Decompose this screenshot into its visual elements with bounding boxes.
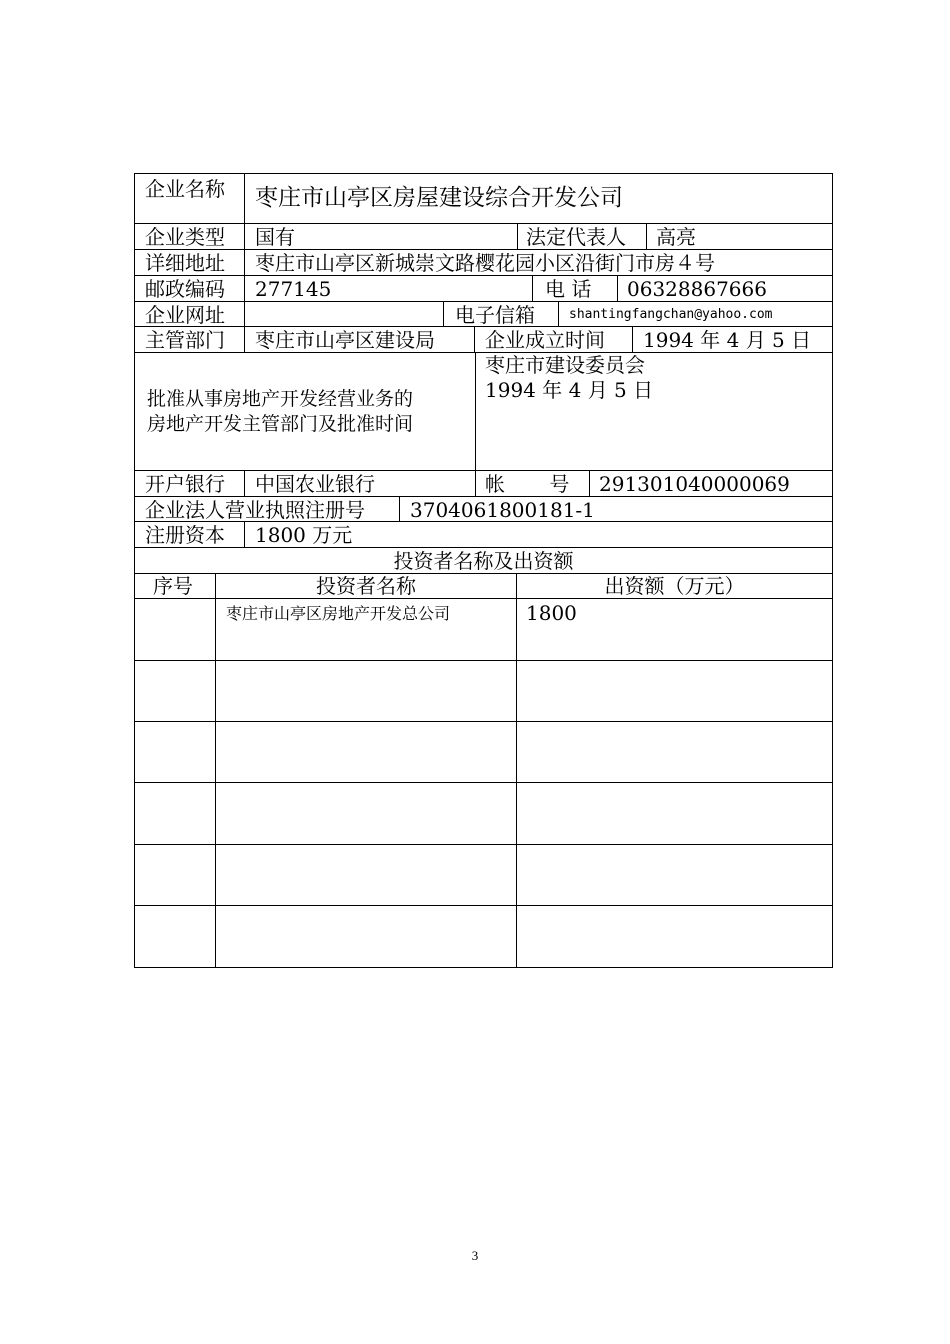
company-name: 枣庄市山亭区房屋建设综合开发公司 <box>255 185 623 211</box>
license-cell <box>399 496 833 522</box>
col-name-header <box>215 573 517 599</box>
table-row-seq <box>134 598 216 661</box>
legal-rep-label-cell <box>517 223 647 250</box>
address-cell <box>244 249 833 276</box>
table-row-amount <box>516 905 833 968</box>
capital-label: 注册资本 <box>145 523 225 547</box>
col-amount-label: 出资额（万元） <box>604 574 745 598</box>
authority-label: 主管部门 <box>145 328 225 352</box>
website-label: 企业网址 <box>145 303 225 327</box>
company-name-label-cell <box>134 173 245 224</box>
bank: 中国农业银行 <box>255 472 375 496</box>
table-row-amount <box>516 844 833 906</box>
address-label: 详细地址 <box>145 251 225 275</box>
investors-title-cell <box>134 547 833 574</box>
table-row-name <box>215 598 517 661</box>
table-row-seq <box>134 782 216 845</box>
row-amount: 1800 <box>526 601 577 625</box>
legal-rep: 高亮 <box>656 225 696 249</box>
email-cell <box>558 301 833 327</box>
website-label-cell <box>134 301 245 327</box>
col-seq-header <box>134 573 216 599</box>
license-label: 企业法人营业执照注册号 <box>145 498 365 522</box>
company-type: 国有 <box>255 225 295 249</box>
table-row-name <box>215 660 517 722</box>
company-name-cell <box>244 173 833 224</box>
postcode: 277145 <box>255 277 332 301</box>
company-type-cell <box>244 223 518 250</box>
founded-label: 企业成立时间 <box>485 328 605 352</box>
phone-label: 电 话 <box>545 277 592 301</box>
website-cell <box>244 301 444 327</box>
approval-org: 枣庄市建设委员会 <box>485 353 645 377</box>
authority-label-cell <box>134 326 245 353</box>
table-row-name <box>215 844 517 906</box>
bank-label-cell <box>134 470 245 497</box>
row-investor-name: 枣庄市山亭区房地产开发总公司 <box>226 604 451 623</box>
approval-label-cell <box>134 352 476 471</box>
page-number: 3 <box>471 1248 479 1263</box>
email: shantingfangchan@yahoo.com <box>569 307 773 322</box>
table-row-seq <box>134 721 216 783</box>
bank-label: 开户银行 <box>145 472 225 496</box>
phone-cell <box>617 275 833 302</box>
approval-date: 1994 年 4 月 5 日 <box>485 378 654 402</box>
founded-label-cell <box>474 326 633 353</box>
table-row-amount <box>516 660 833 722</box>
legal-rep-cell <box>646 223 833 250</box>
investors-title: 投资者名称及出资额 <box>393 549 574 573</box>
account: 291301040000069 <box>599 472 790 496</box>
account-label-cell <box>475 470 590 497</box>
postcode-cell <box>244 275 533 302</box>
license: 3704061800181-1 <box>410 498 595 522</box>
approval-label-line2: 房地产开发主管部门及批准时间 <box>147 413 414 435</box>
table-row-seq <box>134 844 216 906</box>
table-row-name <box>215 905 517 968</box>
postcode-label: 邮政编码 <box>145 277 225 301</box>
capital: 1800 万元 <box>255 523 353 547</box>
table-row-seq <box>134 905 216 968</box>
company-type-label-cell <box>134 223 245 250</box>
phone-label-cell <box>532 275 618 302</box>
legal-rep-label: 法定代表人 <box>526 225 626 249</box>
address: 枣庄市山亭区新城崇文路樱花园小区沿街门市房４号 <box>255 251 715 275</box>
table-row-name <box>215 721 517 783</box>
approval-cell <box>475 352 833 471</box>
company-type-label: 企业类型 <box>145 225 225 249</box>
founded: 1994 年 4 月 5 日 <box>643 328 812 352</box>
col-name-label: 投资者名称 <box>316 574 416 598</box>
founded-cell <box>632 326 833 353</box>
table-row-amount <box>516 721 833 783</box>
company-name-label: 企业名称 <box>145 177 225 201</box>
col-seq-label: 序号 <box>153 574 193 598</box>
account-label: 帐 号 <box>485 472 570 496</box>
authority-cell <box>244 326 475 353</box>
table-row-name <box>215 782 517 845</box>
col-amount-header <box>516 573 833 599</box>
table-row-seq <box>134 660 216 722</box>
email-label: 电子信箱 <box>455 303 535 327</box>
authority: 枣庄市山亭区建设局 <box>255 328 435 352</box>
bank-cell <box>244 470 476 497</box>
capital-cell <box>244 521 833 548</box>
address-label-cell <box>134 249 245 276</box>
license-label-cell <box>134 496 400 522</box>
capital-label-cell <box>134 521 245 548</box>
email-label-cell <box>443 301 559 327</box>
postcode-label-cell <box>134 275 245 302</box>
table-row-amount <box>516 598 833 661</box>
approval-label-line1: 批准从事房地产开发经营业务的 <box>147 388 414 410</box>
account-cell <box>589 470 833 497</box>
phone: 06328867666 <box>627 277 767 301</box>
enterprise-info-table <box>135 174 833 968</box>
table-row-amount <box>516 782 833 845</box>
